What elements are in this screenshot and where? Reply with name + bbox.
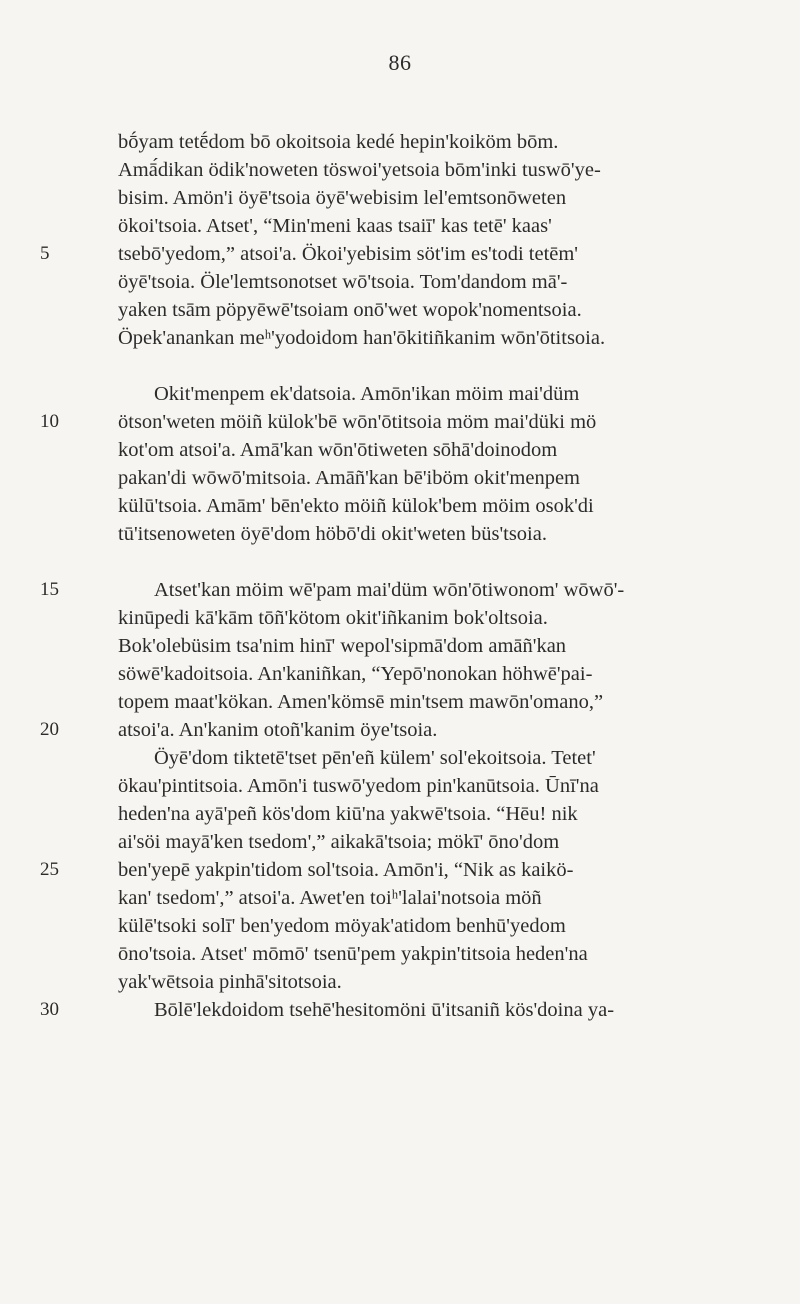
- text-line: [118, 352, 738, 380]
- line-text: Atset'kan möim wē'pam mai'düm wōn'ōtiwonom' wōwō'-: [154, 579, 625, 601]
- text-line: [40, 408, 738, 436]
- text-line: [40, 716, 738, 744]
- text-block: [40, 128, 738, 1024]
- text-line: [118, 324, 738, 352]
- page-number: 86: [388, 50, 412, 75]
- line-number: 15: [40, 579, 59, 600]
- line-text: Okit'menpem ek'datsoia. Amōn'ikan möim mai'düm: [154, 383, 580, 405]
- line-text: ökoi'tsoia. Atset', “Min'meni kaas tsaiī' kas tetē' kaas': [118, 215, 552, 237]
- line-text: bisim. Amön'i öyē'tsoia öyē'webisim lel'emtsonōweten: [118, 187, 567, 209]
- line-text: heden'na ayā'peñ kös'dom kiū'na yakwē'tsoia. “Hēu! nik: [118, 803, 578, 825]
- line-text: kan' tsedom',” atsoi'a. Awet'en toiʰ'lalai'notsoia möñ: [118, 887, 542, 909]
- text-line: [118, 604, 738, 632]
- text-line: [118, 744, 738, 772]
- text-line: [118, 128, 738, 156]
- line-text: Bok'olebüsim tsa'nim hinī' wepol'sipmā'dom amāñ'kan: [118, 635, 567, 657]
- text-line: [118, 296, 738, 324]
- line-text: topem maat'kökan. Amen'kömsē min'tsem mawōn'omano,”: [118, 691, 604, 713]
- text-line: [118, 492, 738, 520]
- text-line: [40, 240, 738, 268]
- text-line: [118, 520, 738, 548]
- line-text: ökau'pintitsoia. Amōn'i tuswō'yedom pin'kanūtsoia. Ūnī'na: [118, 775, 599, 797]
- line-text: söwē'kadoitsoia. An'kaniñkan, “Yepō'nonokan höhwē'pai-: [118, 663, 593, 685]
- line-text: yaken tsām pöpyēwē'tsoiam onō'wet wopok'nomentsoia.: [118, 299, 582, 321]
- line-number: 20: [40, 719, 59, 740]
- text-line: [118, 156, 738, 184]
- text-line: [118, 436, 738, 464]
- text-line: [118, 884, 738, 912]
- text-line: [118, 828, 738, 856]
- line-text: bṓyam tetḗdom bō okoitsoia kedé hepin'koiköm bōm.: [118, 131, 559, 153]
- line-text: kot'om atsoi'a. Amā'kan wōn'ōtiweten sōhā'doinodom: [118, 439, 558, 461]
- line-text: Bōlē'lekdoidom tsehē'hesitomöni ū'itsaniñ kös'doina ya-: [154, 999, 615, 1021]
- line-number: 30: [40, 999, 59, 1020]
- text-line: [118, 380, 738, 408]
- text-line: [118, 268, 738, 296]
- line-text: tū'itsenoweten öyē'dom höbō'di okit'weten büs'tsoia.: [118, 523, 547, 545]
- line-text: yak'wētsoia pinhā'sitotsoia.: [118, 971, 342, 993]
- line-text: Amā́dikan ödik'noweten töswoi'yetsoia bōm'inki tuswō'ye-: [118, 159, 601, 181]
- text-line: [118, 688, 738, 716]
- line-text: ōno'tsoia. Atset' mōmō' tsenū'pem yakpin'titsoia heden'na: [118, 943, 588, 965]
- text-line: [118, 660, 738, 688]
- line-text: Öpek'anankan meʰ'yodoidom han'ōkitiñkanim wōn'ōtitsoia.: [118, 327, 606, 349]
- text-line: [118, 548, 738, 576]
- text-line: [40, 996, 738, 1024]
- text-line: [118, 800, 738, 828]
- text-line: [118, 912, 738, 940]
- line-text: ben'yepē yakpin'tidom sol'tsoia. Amōn'i, “Nik as kaikö-: [118, 859, 574, 881]
- line-number: 25: [40, 859, 59, 880]
- text-line: [118, 632, 738, 660]
- line-text: kinūpedi kā'kām tōñ'kötom okit'iñkanim bok'oltsoia.: [118, 607, 548, 629]
- line-text: ai'söi mayā'ken tsedom',” aikakā'tsoia; mökī' ōno'dom: [118, 831, 560, 853]
- line-number: 5: [40, 243, 50, 264]
- line-text: Öyē'dom tiktetē'tset pēn'eñ külem' sol'ekoitsoia. Tetet': [154, 747, 596, 769]
- text-line: [118, 772, 738, 800]
- text-line: [118, 940, 738, 968]
- line-number: 10: [40, 411, 59, 432]
- text-line: [40, 856, 738, 884]
- line-text: atsoi'a. An'kanim otoñ'kanim öye'tsoia.: [118, 719, 438, 741]
- line-text: pakan'di wōwō'mitsoia. Amāñ'kan bē'iböm okit'menpem: [118, 467, 580, 489]
- line-text: tsebō'yedom,” atsoi'a. Ökoi'yebisim söt'im es'todi tetēm': [118, 243, 578, 265]
- text-line: [118, 968, 738, 996]
- text-line: [40, 576, 738, 604]
- line-text: külē'tsoki solī' ben'yedom möyak'atidom benhū'yedom: [118, 915, 566, 937]
- text-line: [118, 184, 738, 212]
- text-line: [118, 464, 738, 492]
- line-text: külū'tsoia. Amām' bēn'ekto möiñ külok'bem möim osok'di: [118, 495, 594, 517]
- line-text: öyē'tsoia. Öle'lemtsonotset wō'tsoia. Tom'dandom mā'-: [118, 271, 568, 293]
- line-text: ötson'weten möiñ külok'bē wōn'ōtitsoia möm mai'düki mö: [118, 411, 597, 433]
- text-line: [118, 212, 738, 240]
